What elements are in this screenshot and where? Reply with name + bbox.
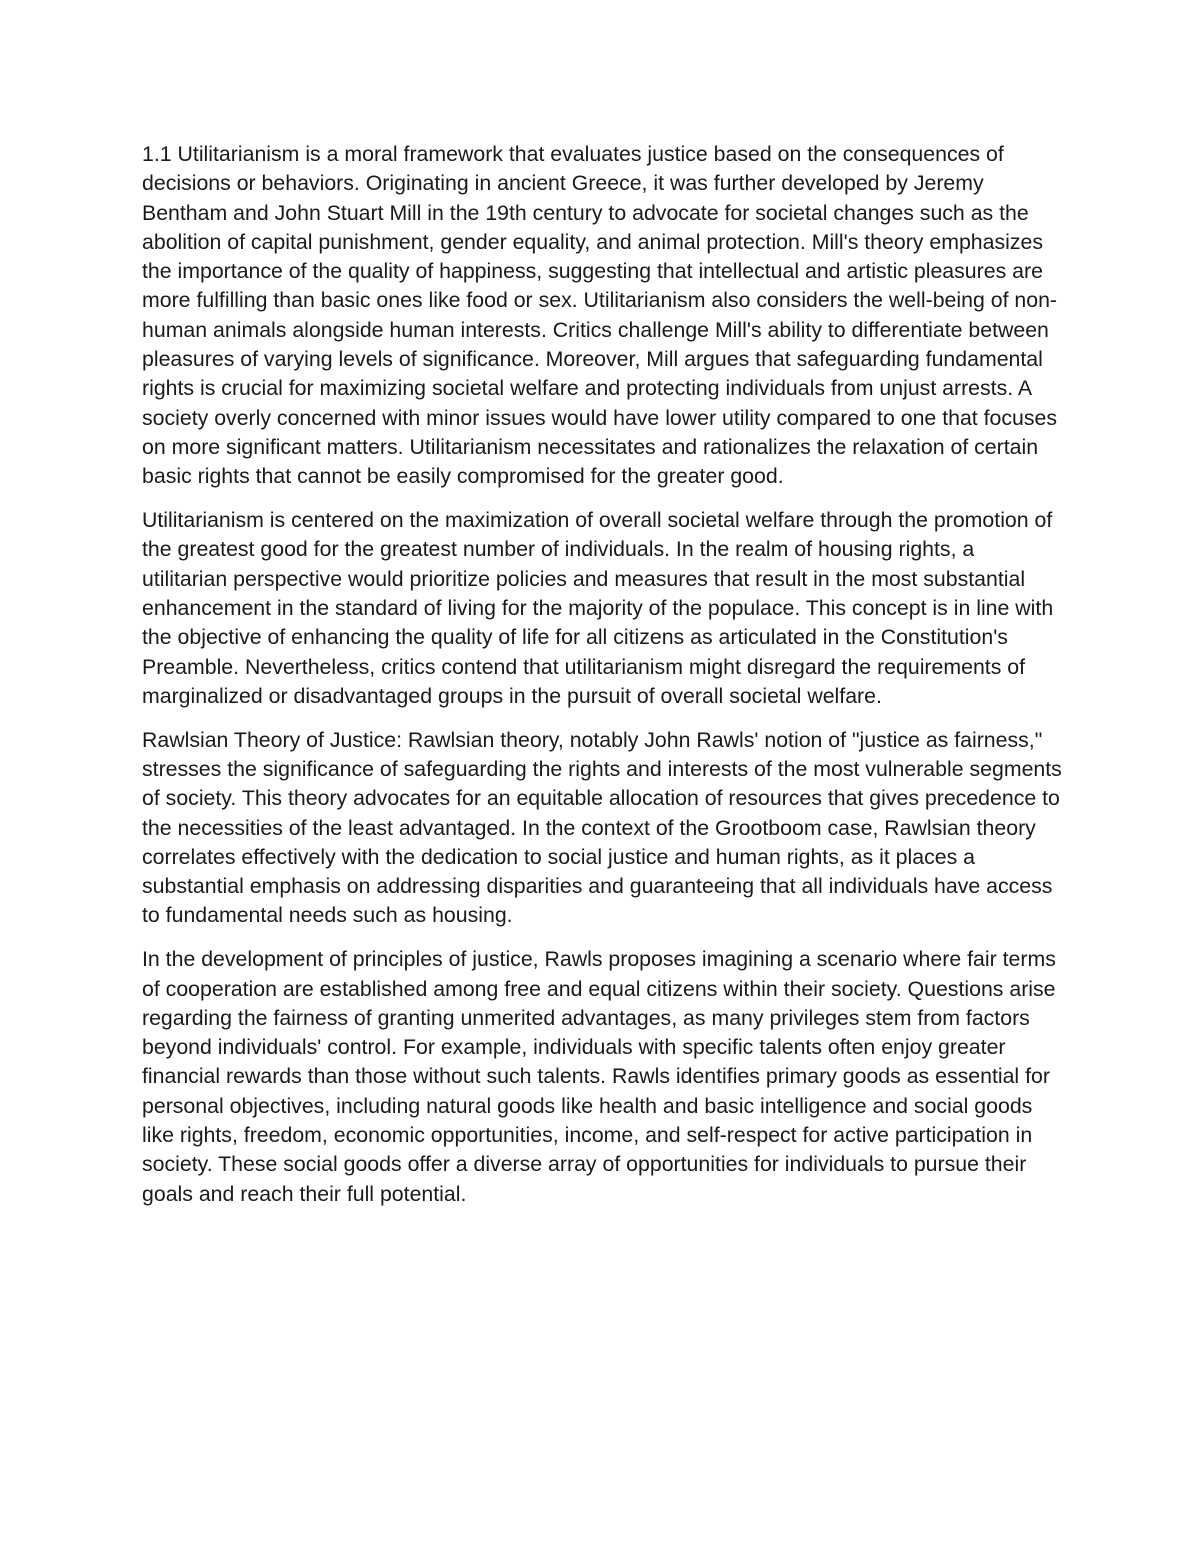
paragraph-rawlsian-theory: Rawlsian Theory of Justice: Rawlsian theory, notably John Rawls' notion of "justice as fairness," stresses the significance of safeguarding the rights and interests of the most vulnerable segments of society. This theory advocates for an equitable allocation of resources that gives precedence to the necessities of the least advantaged. In the context of the Grootboom case, Rawlsian theory correlates effectively with the dedication to social justice and human rights, as it places a substantial emphasis on addressing disparities and guaranteeing that all individuals have access to fundamental needs such as housing. [142, 727, 1062, 928]
paragraph-utilitarianism-intro: 1.1 Utilitarianism is a moral framework that evaluates justice based on the consequences of decisions or behaviors. Originating in ancient Greece, it was further developed by Jeremy Bentham and John Stuart Mill in the 19th century to advocate for societal changes such as the abolition of capital punishment, gender equality, and animal protection. Mill's theory emphasizes the importance of the quality of happiness, suggesting that intellectual and artistic pleasures are more fulfilling than basic ones like food or sex. Utilitarianism also considers the well-being of non-human animals alongside human interests. Critics challenge Mill's ability to differentiate between pleasures of varying levels of significance. Moreover, Mill argues that safeguarding fundamental rights is crucial for maximizing societal welfare and protecting individuals from unjust arrests. A society overly concerned with minor issues would have lower utility compared to one that focuses on more significant matters. Utilitarianism necessitates and rationalizes the relaxation of certain basic rights that cannot be easily compromised for the greater good. [142, 142, 1058, 489]
paragraph-utilitarianism-housing: Utilitarianism is centered on the maximization of overall societal welfare through the promotion of the greatest good for the greatest number of individuals. In the realm of housing rights, a utilitarian perspective would prioritize policies and measures that result in the most substantial enhancement in the standard of living for the majority of the populace. This concept is in line with the objective of enhancing the quality of life for all citizens as articulated in the Constitution's Preamble. Nevertheless, critics contend that utilitarianism might disregard the requirements of marginalized or disadvantaged groups in the pursuit of overall societal welfare. [142, 508, 1054, 708]
paragraph-principles-of-justice: In the development of principles of justice, Rawls proposes imagining a scenario where fair terms of cooperation are established among free and equal citizens within their society. Questions arise regarding the fairness of granting unmerited advantages, as many privileges stem from factors beyond individuals' control. For example, individuals with specific talents often enjoy greater financial rewards than those without such talents. Rawls identifies primary goods as essential for personal objectives, including natural goods like health and basic intelligence and social goods like rights, freedom, economic opportunities, income, and self-respect for active participation in society. These social goods offer a diverse array of opportunities for individuals to pursue their goals and reach their full potential. [142, 947, 1056, 1206]
document-body [142, 140, 1062, 1223]
